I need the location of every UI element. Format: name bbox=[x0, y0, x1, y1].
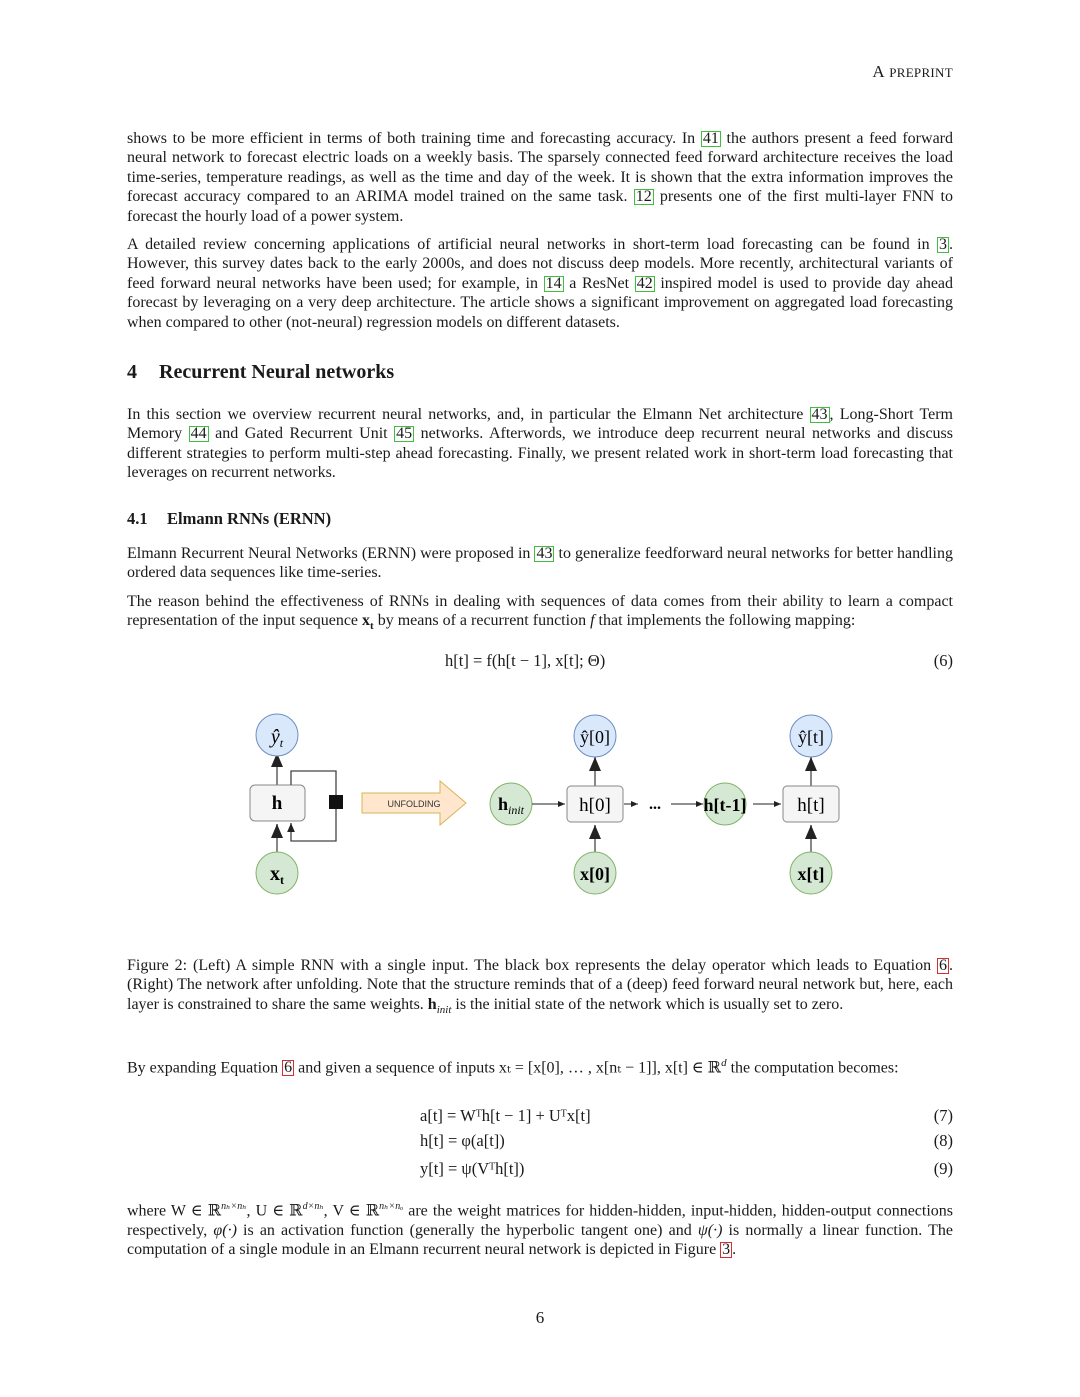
hidden-cell-label: h bbox=[271, 793, 283, 814]
hprev-node-label: h[t-1] bbox=[703, 795, 747, 815]
input-node-t-label: x[t] bbox=[797, 864, 825, 884]
text: Figure 2: (Left) A simple RNN with a single input. The black box represents the delay operator which leads to Equation bbox=[127, 957, 937, 974]
citation-link[interactable]: 43 bbox=[536, 545, 553, 562]
text: networks. Afterwords, we introduce deep recurrent neural networks and discuss different strategies to perform multi-step ahead forecasting. Finally, we present related work in short-term load forecasting that leverages on recurrent networks. bbox=[127, 425, 953, 482]
math-var: f bbox=[590, 612, 595, 630]
text: are the weight matrices for hidden-hidden, input-hidden, hidden-output connections respectively, bbox=[127, 1202, 954, 1239]
running-header bbox=[872, 62, 953, 82]
folded-rnn bbox=[250, 714, 343, 894]
citation-link[interactable]: 3 bbox=[939, 236, 947, 253]
text: By expanding Equation bbox=[127, 1059, 283, 1077]
text: is an activation function (generally the hyperbolic tangent one) and bbox=[236, 1221, 698, 1239]
citation-link[interactable]: 12 bbox=[635, 188, 652, 206]
ellipsis: ... bbox=[649, 796, 661, 813]
section-heading bbox=[127, 361, 394, 384]
paragraph-expanding bbox=[127, 1054, 953, 1078]
equation-expression: a[t] = Wᵀh[t − 1] + Uᵀx[t] bbox=[420, 1106, 591, 1125]
text: shows to be more efficient in terms of both training time and forecasting accuracy. In bbox=[127, 130, 701, 147]
paragraph-review bbox=[127, 235, 953, 332]
equation-expression: h[t] = φ(a[t]) bbox=[420, 1131, 505, 1150]
text: where bbox=[127, 1202, 171, 1220]
unfolding-arrow-icon bbox=[362, 781, 466, 825]
math-sup: nₕ×nₕ bbox=[221, 1201, 247, 1212]
input-node-label: $x_t$ bbox=[270, 863, 284, 887]
text: and given a sequence of inputs bbox=[294, 1059, 499, 1077]
equation-link[interactable]: 6 bbox=[284, 1059, 293, 1077]
text: the authors present a feed forward neural network to forecast electric loads on a weekly basis. The sparsely connected feed forward architecture receives the load time-series, temperature readings, as well as the time and day of the week. It is shown that the extra information improves the forecast accuracy compared to an ARIMA model trained on the same task. bbox=[127, 130, 953, 206]
page-number: 6 bbox=[535, 1308, 545, 1327]
text: is the initial state of the network which is usually set to zero. bbox=[451, 995, 844, 1013]
inline-math: φ(·) bbox=[213, 1221, 237, 1239]
text: that implements the following mapping: bbox=[594, 612, 856, 630]
text: Elmann Recurrent Neural Networks (ERNN) were proposed in bbox=[127, 545, 535, 562]
hinit-node-label: $h_{init}$ bbox=[497, 794, 525, 817]
equation-number: (8) bbox=[933, 1131, 953, 1150]
text: In this section we overview recurrent neural networks, and, in particular the Elmann Net architecture bbox=[127, 406, 810, 423]
text: is normally a linear function. The computation of a single module in an Elmann recurrent neural network is depicted in Figure bbox=[127, 1221, 954, 1259]
header-initial: A bbox=[872, 62, 885, 81]
inline-math: , V ∈ ℝ bbox=[323, 1202, 380, 1220]
section-title: Recurrent Neural networks bbox=[159, 361, 395, 383]
paragraph-ernn-intro bbox=[127, 544, 953, 583]
paragraph-rnn-overview bbox=[127, 405, 953, 483]
citation-link[interactable]: 42 bbox=[636, 274, 653, 292]
header-rest: PREPRINT bbox=[889, 65, 953, 80]
citation-link[interactable]: 44 bbox=[190, 425, 207, 443]
text: , Long-Short Term Memory bbox=[127, 406, 954, 443]
citation-link[interactable]: 45 bbox=[396, 425, 413, 443]
inline-math: xₜ = [x[0], … , x[nₜ − 1]], x[t] ∈ ℝ bbox=[498, 1059, 722, 1077]
unfolding-label: UNFOLDING bbox=[387, 799, 441, 809]
output-node-label: $ŷ_t$ bbox=[270, 726, 284, 750]
inline-math: ψ(·) bbox=[697, 1221, 723, 1239]
subsection-number: 4.1 bbox=[127, 509, 148, 528]
equation-expression: h[t] = f(h[t − 1], x[t]; Θ) bbox=[445, 651, 606, 670]
equation-link[interactable]: 6 bbox=[939, 957, 947, 974]
text: inspired model is used to provide day ahead forecast by leveraging on a very deep architecture. The article shows a significant improvement on aggregated load forecasting when compared to other (not-neural) regression models on different datasets. bbox=[127, 274, 954, 331]
text: to generalize feedforward neural networks for better handling ordered data sequences like time-series. bbox=[127, 545, 953, 582]
figure-link[interactable]: 3 bbox=[722, 1241, 731, 1259]
text: and Gated Recurrent Unit bbox=[208, 425, 395, 443]
math-sup: nₕ×nₒ bbox=[379, 1201, 404, 1212]
equation-number: (9) bbox=[933, 1159, 953, 1178]
text: . bbox=[732, 1241, 737, 1259]
hidden-cell-0-label: h[0] bbox=[579, 795, 611, 816]
paragraph-rnn-mapping bbox=[127, 592, 953, 637]
text: The reason behind the effectiveness of RNNs in dealing with sequences of data comes from their ability to learn a compact representation of the input sequence bbox=[127, 593, 953, 630]
math-var: h bbox=[427, 995, 437, 1013]
paragraph-weight-matrices bbox=[127, 1197, 953, 1260]
figure-2-caption bbox=[127, 956, 953, 1020]
citation-link[interactable]: 41 bbox=[702, 130, 719, 147]
equation-number: (6) bbox=[933, 651, 953, 670]
section-number: 4 bbox=[127, 361, 137, 383]
output-node-t-label: ŷ[t] bbox=[798, 727, 824, 747]
text: presents one of the first multi-layer FNN to forecast the hourly load of a power system. bbox=[127, 188, 954, 225]
input-node-0-label: x[0] bbox=[580, 864, 610, 884]
text: A detailed review concerning applications of artificial neural networks in short-term load forecasting can be found in bbox=[127, 236, 937, 253]
math-sub: init bbox=[436, 1004, 452, 1016]
math-sub: t bbox=[370, 620, 374, 633]
figure-2-rnn-diagram bbox=[240, 705, 860, 905]
text: . (Right) The network after unfolding. Note that the structure reminds that of a (deep) feed forward neural network but, here, each layer is constrained to share the same weights. bbox=[127, 957, 953, 1013]
equation-number: (7) bbox=[933, 1106, 953, 1125]
text: by means of a recurrent function bbox=[373, 612, 591, 630]
citation-link[interactable]: 14 bbox=[545, 274, 562, 292]
subsection-title: Elmann RNNs (ERNN) bbox=[167, 509, 332, 528]
subsection-heading bbox=[127, 509, 331, 529]
paragraph-ffn-related-work bbox=[127, 129, 953, 226]
math-sup: d×nₕ bbox=[302, 1201, 324, 1212]
math-sup: d bbox=[721, 1057, 727, 1069]
text: . However, this survey dates back to the early 2000s, and does not discuss deep models. More recently, architectural variants of feed forward neural networks have been used; for example, in bbox=[127, 236, 953, 292]
hidden-cell-t-label: h[t] bbox=[797, 795, 825, 816]
unfolded-rnn bbox=[490, 715, 839, 894]
text: a ResNet bbox=[563, 274, 635, 292]
delay-operator-box bbox=[329, 795, 343, 809]
citation-link[interactable]: 43 bbox=[811, 406, 828, 423]
output-node-0-label: ŷ[0] bbox=[580, 727, 610, 747]
equation-expression: y[t] = ψ(Vᵀh[t]) bbox=[420, 1159, 525, 1178]
inline-math: , U ∈ ℝ bbox=[246, 1202, 303, 1220]
text: the computation becomes: bbox=[726, 1059, 899, 1077]
math-var: x bbox=[362, 612, 371, 630]
inline-math: W ∈ ℝ bbox=[170, 1202, 222, 1220]
